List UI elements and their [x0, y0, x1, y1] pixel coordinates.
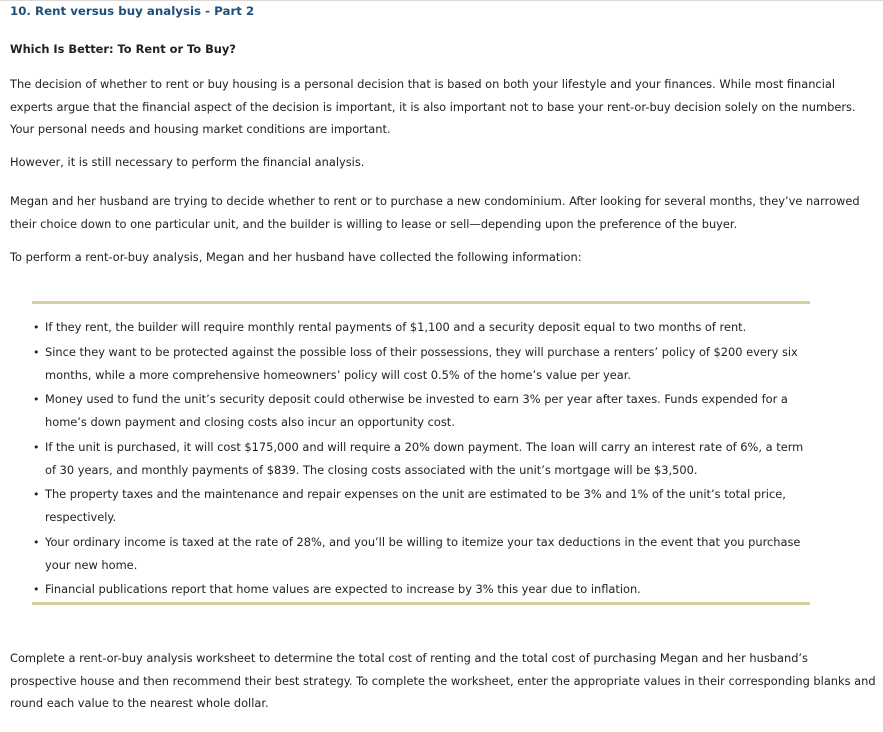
- list-item-text: If they rent, the builder will require monthly rental payments of $1,100 and a security deposit equal to two months of rent.: [45, 320, 747, 334]
- info-intro-paragraph: To perform a rent-or-buy analysis, Megan and her husband have collected the following information:: [10, 250, 582, 264]
- list-item-text: The property taxes and the maintenance and repair expenses on the unit are estimated to be 3% and 1% of the unit’s total price, respectively.: [45, 487, 786, 524]
- scenario-paragraph: Megan and her husband are trying to decide whether to rent or to purchase a new condominium. After looking for several months, they’ve narrowed their choice down to one particular unit, and the builder is willing to lease or sell—depending upon the preference of the buyer.: [10, 194, 860, 231]
- list-item: [32, 341, 810, 387]
- list-item: [32, 436, 810, 482]
- bullet-icon: •: [33, 321, 40, 334]
- list-item-text: Financial publications report that home values are expected to increase by 3% this year due to inflation.: [45, 582, 641, 596]
- list-item: [32, 578, 810, 601]
- list-item: [32, 483, 810, 529]
- bullet-icon: •: [33, 583, 40, 596]
- top-divider: [0, 0, 883, 1]
- instructions-paragraph: Complete a rent-or-buy analysis worksheet to determine the total cost of renting and the total cost of purchasing Megan and her husband’s prospective house and then recommend their best strategy. To complete the worksheet, enter the appropriate values in their corresponding blanks and round each value to the nearest whole dollar.: [10, 651, 876, 710]
- info-box: [32, 301, 810, 605]
- list-item-text: If the unit is purchased, it will cost $175,000 and will require a 20% down payment. The loan will carry an interest rate of 6%, a term of 30 years, and monthly payments of $839. The closing costs associated with the unit’s mortgage will be $3,500.: [45, 439, 804, 477]
- however-paragraph: However, it is still necessary to perform the financial analysis.: [10, 155, 365, 169]
- info-list: [32, 316, 810, 603]
- bullet-icon: •: [33, 535, 40, 549]
- list-item: [32, 531, 810, 577]
- list-item: [32, 316, 810, 339]
- list-item-text: Your ordinary income is taxed at the rate of 28%, and you’ll be willing to itemize your tax deductions in the event that you purchase your new home.: [45, 534, 801, 572]
- bullet-icon: •: [33, 440, 40, 454]
- list-item: [32, 388, 810, 434]
- bullet-icon: •: [33, 488, 40, 501]
- bullet-icon: •: [33, 393, 40, 406]
- section-title: 10. Rent versus buy analysis - Part 2: [10, 4, 255, 18]
- subheading: Which Is Better: To Rent or To Buy?: [10, 42, 236, 56]
- list-item-text: Since they want to be protected against the possible loss of their possessions, they will purchase a renters’ policy of $200 every six months, while a more comprehensive homeowners’ policy will cost 0.5% of the home’s value per year.: [45, 344, 798, 382]
- bullet-icon: •: [33, 345, 40, 359]
- intro-paragraph: The decision of whether to rent or buy housing is a personal decision that is based on both your lifestyle and your finances. While most financial experts argue that the financial aspect of the decision is important, it is also important not to base your rent-or-buy decision solely on the numbers. Your personal needs and housing market conditions are important.: [10, 77, 856, 136]
- list-item-text: Money used to fund the unit’s security deposit could otherwise be invested to earn 3% per year after taxes. Funds expended for a home’s down payment and closing costs also incur an opportunity cost.: [45, 392, 788, 429]
